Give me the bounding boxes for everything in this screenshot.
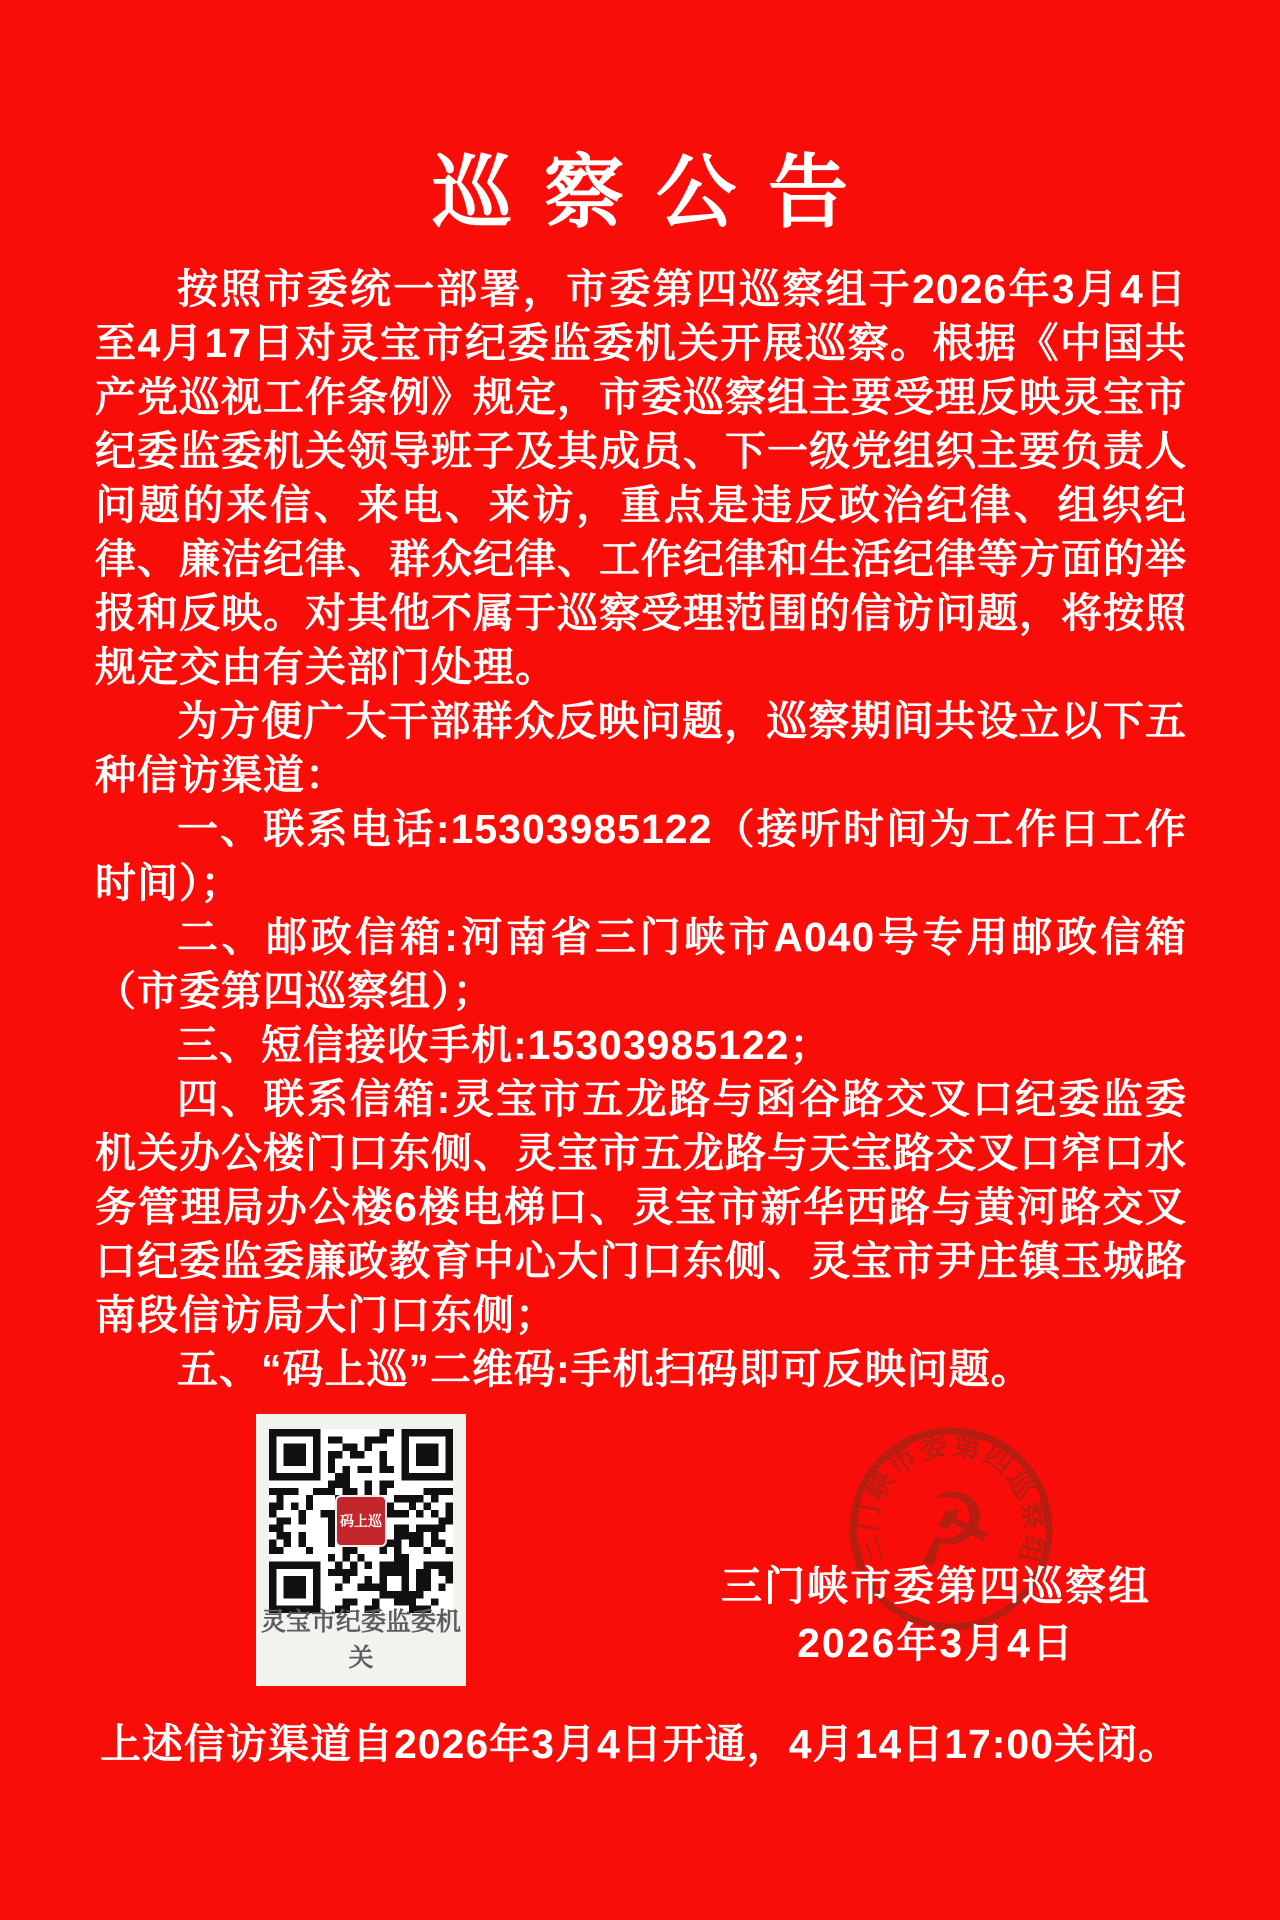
footer-note: 上述信访渠道自2026年3月4日开通，4月14日17:00关闭。 — [99, 1721, 1181, 1767]
paragraph-item-mailbox-locations: 四、联系信箱:灵宝市五龙路与函谷路交叉口纪委监委机关办公楼门口东侧、灵宝市五龙路与天宝路交叉口窄口水务管理局办公楼6楼电梯口、灵宝市新华西路与黄河路交叉口纪委监委廉政教育中心大门口东侧、灵宝市尹庄镇玉城路南段信访局大门口东侧； — [95, 1076, 1187, 1338]
qr-badge-label: 码上巡 — [340, 1513, 382, 1529]
signature-org: 三门峡市委第四巡察组 — [721, 1563, 1151, 1609]
paragraph-item-phone: 一、联系电话:15303985122（接听时间为工作日工作时间）； — [95, 806, 1187, 906]
announcement-body — [95, 262, 1187, 1396]
qr-card — [256, 1414, 466, 1686]
qr-caption: 灵宝市纪委监委机关 — [260, 1608, 461, 1672]
paragraph-intro: 按照市委统一部署，市委第四巡察组于2026年3月4日至4月17日对灵宝市纪委监委机关开展巡察。根据《中国共产党巡视工作条例》规定，市委巡察组主要受理反映灵宝市纪委监委机关领导班子及其成员、下一级党组织主要负责人问题的来信、来电、来访，重点是违反政治纪律、组织纪律、廉洁纪律、群众纪律、工作纪律和生活纪律等方面的举报和反映。对其他不属于巡察受理范围的信访问题，将按照规定交由有关部门处理。 — [95, 266, 1187, 690]
paragraph-item-qr: 五、“码上巡”二维码:手机扫码即可反映问题。 — [177, 1346, 1033, 1392]
qr-center-badge — [335, 1495, 387, 1547]
hammer-sickle-icon: ☭ — [897, 1465, 1005, 1593]
signature-block — [700, 1558, 1172, 1672]
paragraph-item-sms: 三、短信接收手机:15303985122； — [177, 1022, 832, 1068]
seal-arc-text: 三门峡市委第四巡察组 — [850, 1428, 1052, 1569]
signature-date: 2026年3月4日 — [797, 1620, 1075, 1666]
page-title: 巡察公告 — [432, 145, 880, 239]
paragraph-channels-intro: 为方便广大干部群众反映问题，巡察期间共设立以下五种信访渠道： — [95, 698, 1187, 798]
paragraph-item-postbox: 二、邮政信箱:河南省三门峡市A040号专用邮政信箱（市委第四巡察组）； — [95, 914, 1187, 1014]
